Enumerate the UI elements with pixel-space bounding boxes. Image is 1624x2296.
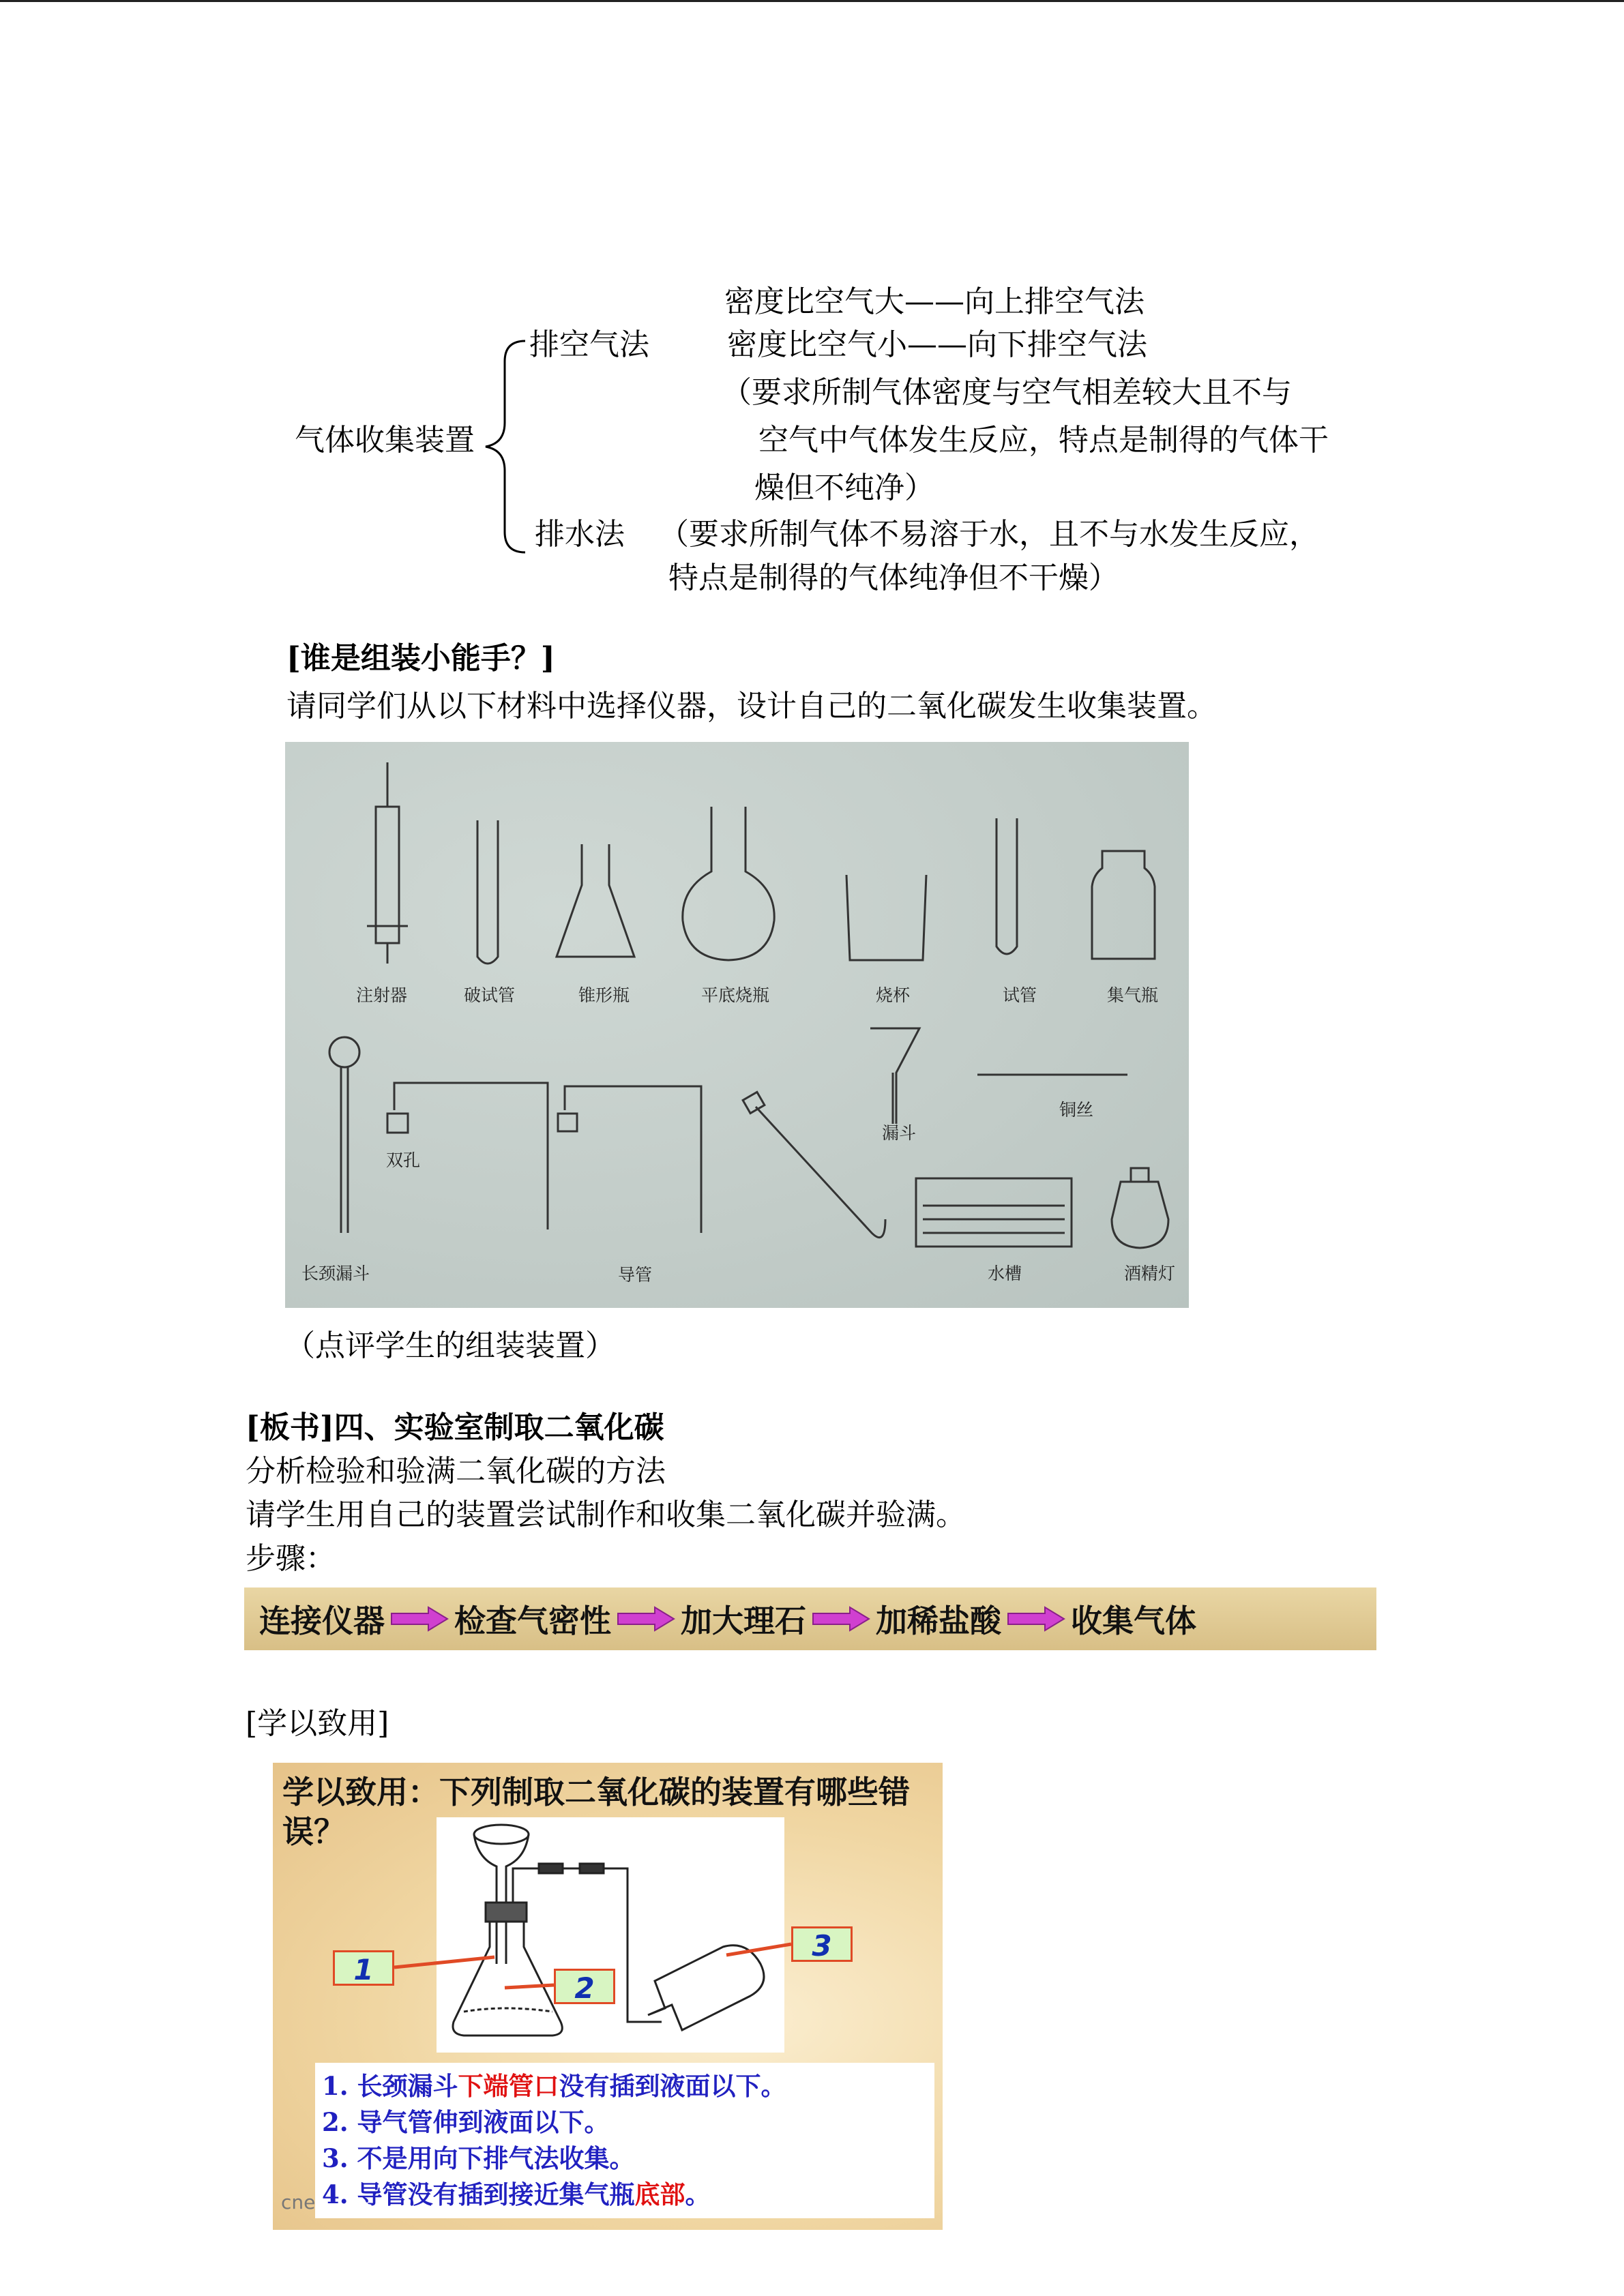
arrow-right-icon xyxy=(810,1605,872,1632)
tag-pointers xyxy=(273,1763,943,2056)
board-line-3: 步骤： xyxy=(246,1541,336,1576)
air-note-2: 空气中气体发生反应，特点是制得的气体干 xyxy=(758,423,1329,458)
answer-1 xyxy=(322,2068,928,2104)
answer-4 xyxy=(322,2177,928,2213)
answer-4-part-b: 底部 xyxy=(634,2179,685,2209)
label-gas-jar: 集气瓶 xyxy=(1107,985,1159,1005)
label-erlenmeyer: 锥形瓶 xyxy=(578,985,630,1005)
step-2: 检查气密性 xyxy=(454,1602,611,1639)
label-broken-tube: 破试管 xyxy=(464,985,516,1005)
arrow-right-icon xyxy=(615,1605,677,1632)
label-conduit: 导管 xyxy=(618,1265,653,1285)
collection-root-label: 气体收集装置 xyxy=(295,423,475,458)
top-border xyxy=(0,0,1624,2)
air-note-3: 燥但不纯净） xyxy=(754,471,934,505)
step-5: 收集气体 xyxy=(1071,1602,1196,1639)
slide-title: 学以致用：下列制取二氧化碳的装置有哪些错误？ xyxy=(282,1774,910,1850)
water-method-label: 排水法 xyxy=(535,517,625,552)
label-water-trough: 水槽 xyxy=(988,1264,1022,1283)
apply-slide xyxy=(273,1763,943,2230)
step-3: 加大理石 xyxy=(681,1602,806,1639)
tag-3: 3 xyxy=(791,1926,853,1962)
label-syringe: 注射器 xyxy=(356,985,408,1005)
apparatus-drawings xyxy=(285,742,1189,1308)
water-note-1: （要求所制气体不易溶于水，且不与水发生反应， xyxy=(659,517,1319,552)
slide-logo: cne xyxy=(281,2191,316,2213)
label-beaker: 烧杯 xyxy=(876,985,911,1005)
air-note-1: （要求所制气体密度与空气相差较大且不与 xyxy=(722,375,1292,410)
answers-box xyxy=(315,2063,934,2218)
label-two-hole: 双孔 xyxy=(386,1150,421,1170)
air-line-1: 密度比空气大——向上排空气法 xyxy=(724,284,1145,319)
assembly-review: （点评学生的组装装置） xyxy=(285,1328,615,1363)
label-funnel: 漏斗 xyxy=(882,1123,917,1143)
steps-banner xyxy=(244,1587,1376,1650)
label-flat-flask: 平底烧瓶 xyxy=(701,985,770,1005)
apparatus-photo xyxy=(285,742,1189,1308)
label-alcohol-lamp: 酒精灯 xyxy=(1124,1264,1176,1283)
brace xyxy=(477,334,539,559)
air-method-label: 排空气法 xyxy=(529,327,649,362)
answer-4-part-c: 。 xyxy=(685,2179,711,2209)
tag-2: 2 xyxy=(554,1969,615,2004)
assembly-instruction: 请同学们从以下材料中选择仪器，设计自己的二氧化碳发生收集装置。 xyxy=(286,689,1217,724)
answer-1-part-c: 没有插到液面以下。 xyxy=(559,2071,786,2101)
step-1: 连接仪器 xyxy=(259,1602,385,1639)
apply-heading: [学以致用] xyxy=(246,1706,389,1741)
air-line-2: 密度比空气小——向下排空气法 xyxy=(727,327,1147,362)
water-note-2: 特点是制得的气体纯净但不干燥） xyxy=(668,561,1119,595)
label-long-funnel: 长颈漏斗 xyxy=(301,1264,370,1283)
board-line-1: 分析检验和验满二氧化碳的方法 xyxy=(246,1454,666,1489)
answer-1-part-b: 下端管口 xyxy=(458,2071,559,2101)
answer-1-part-a: 1. 长颈漏斗 xyxy=(322,2071,458,2101)
arrow-right-icon xyxy=(389,1605,450,1632)
answer-2: 2. 导气管伸到液面以下。 xyxy=(322,2107,610,2137)
board-line-2: 请学生用自己的装置尝试制作和收集二氧化碳并验满。 xyxy=(246,1497,966,1532)
tag-1: 1 xyxy=(333,1950,394,1986)
step-4: 加稀盐酸 xyxy=(876,1602,1001,1639)
assembly-heading: [谁是组装小能手？] xyxy=(286,641,555,676)
label-test-tube: 试管 xyxy=(1003,985,1037,1005)
board-heading: [板书]四、实验室制取二氧化碳 xyxy=(246,1410,664,1445)
answer-3: 3. 不是用向下排气法收集。 xyxy=(322,2143,635,2173)
label-copper-wire: 铜丝 xyxy=(1059,1100,1094,1120)
arrow-right-icon xyxy=(1005,1605,1067,1632)
answer-4-part-a: 4. 导管没有插到接近集气瓶 xyxy=(322,2179,635,2209)
